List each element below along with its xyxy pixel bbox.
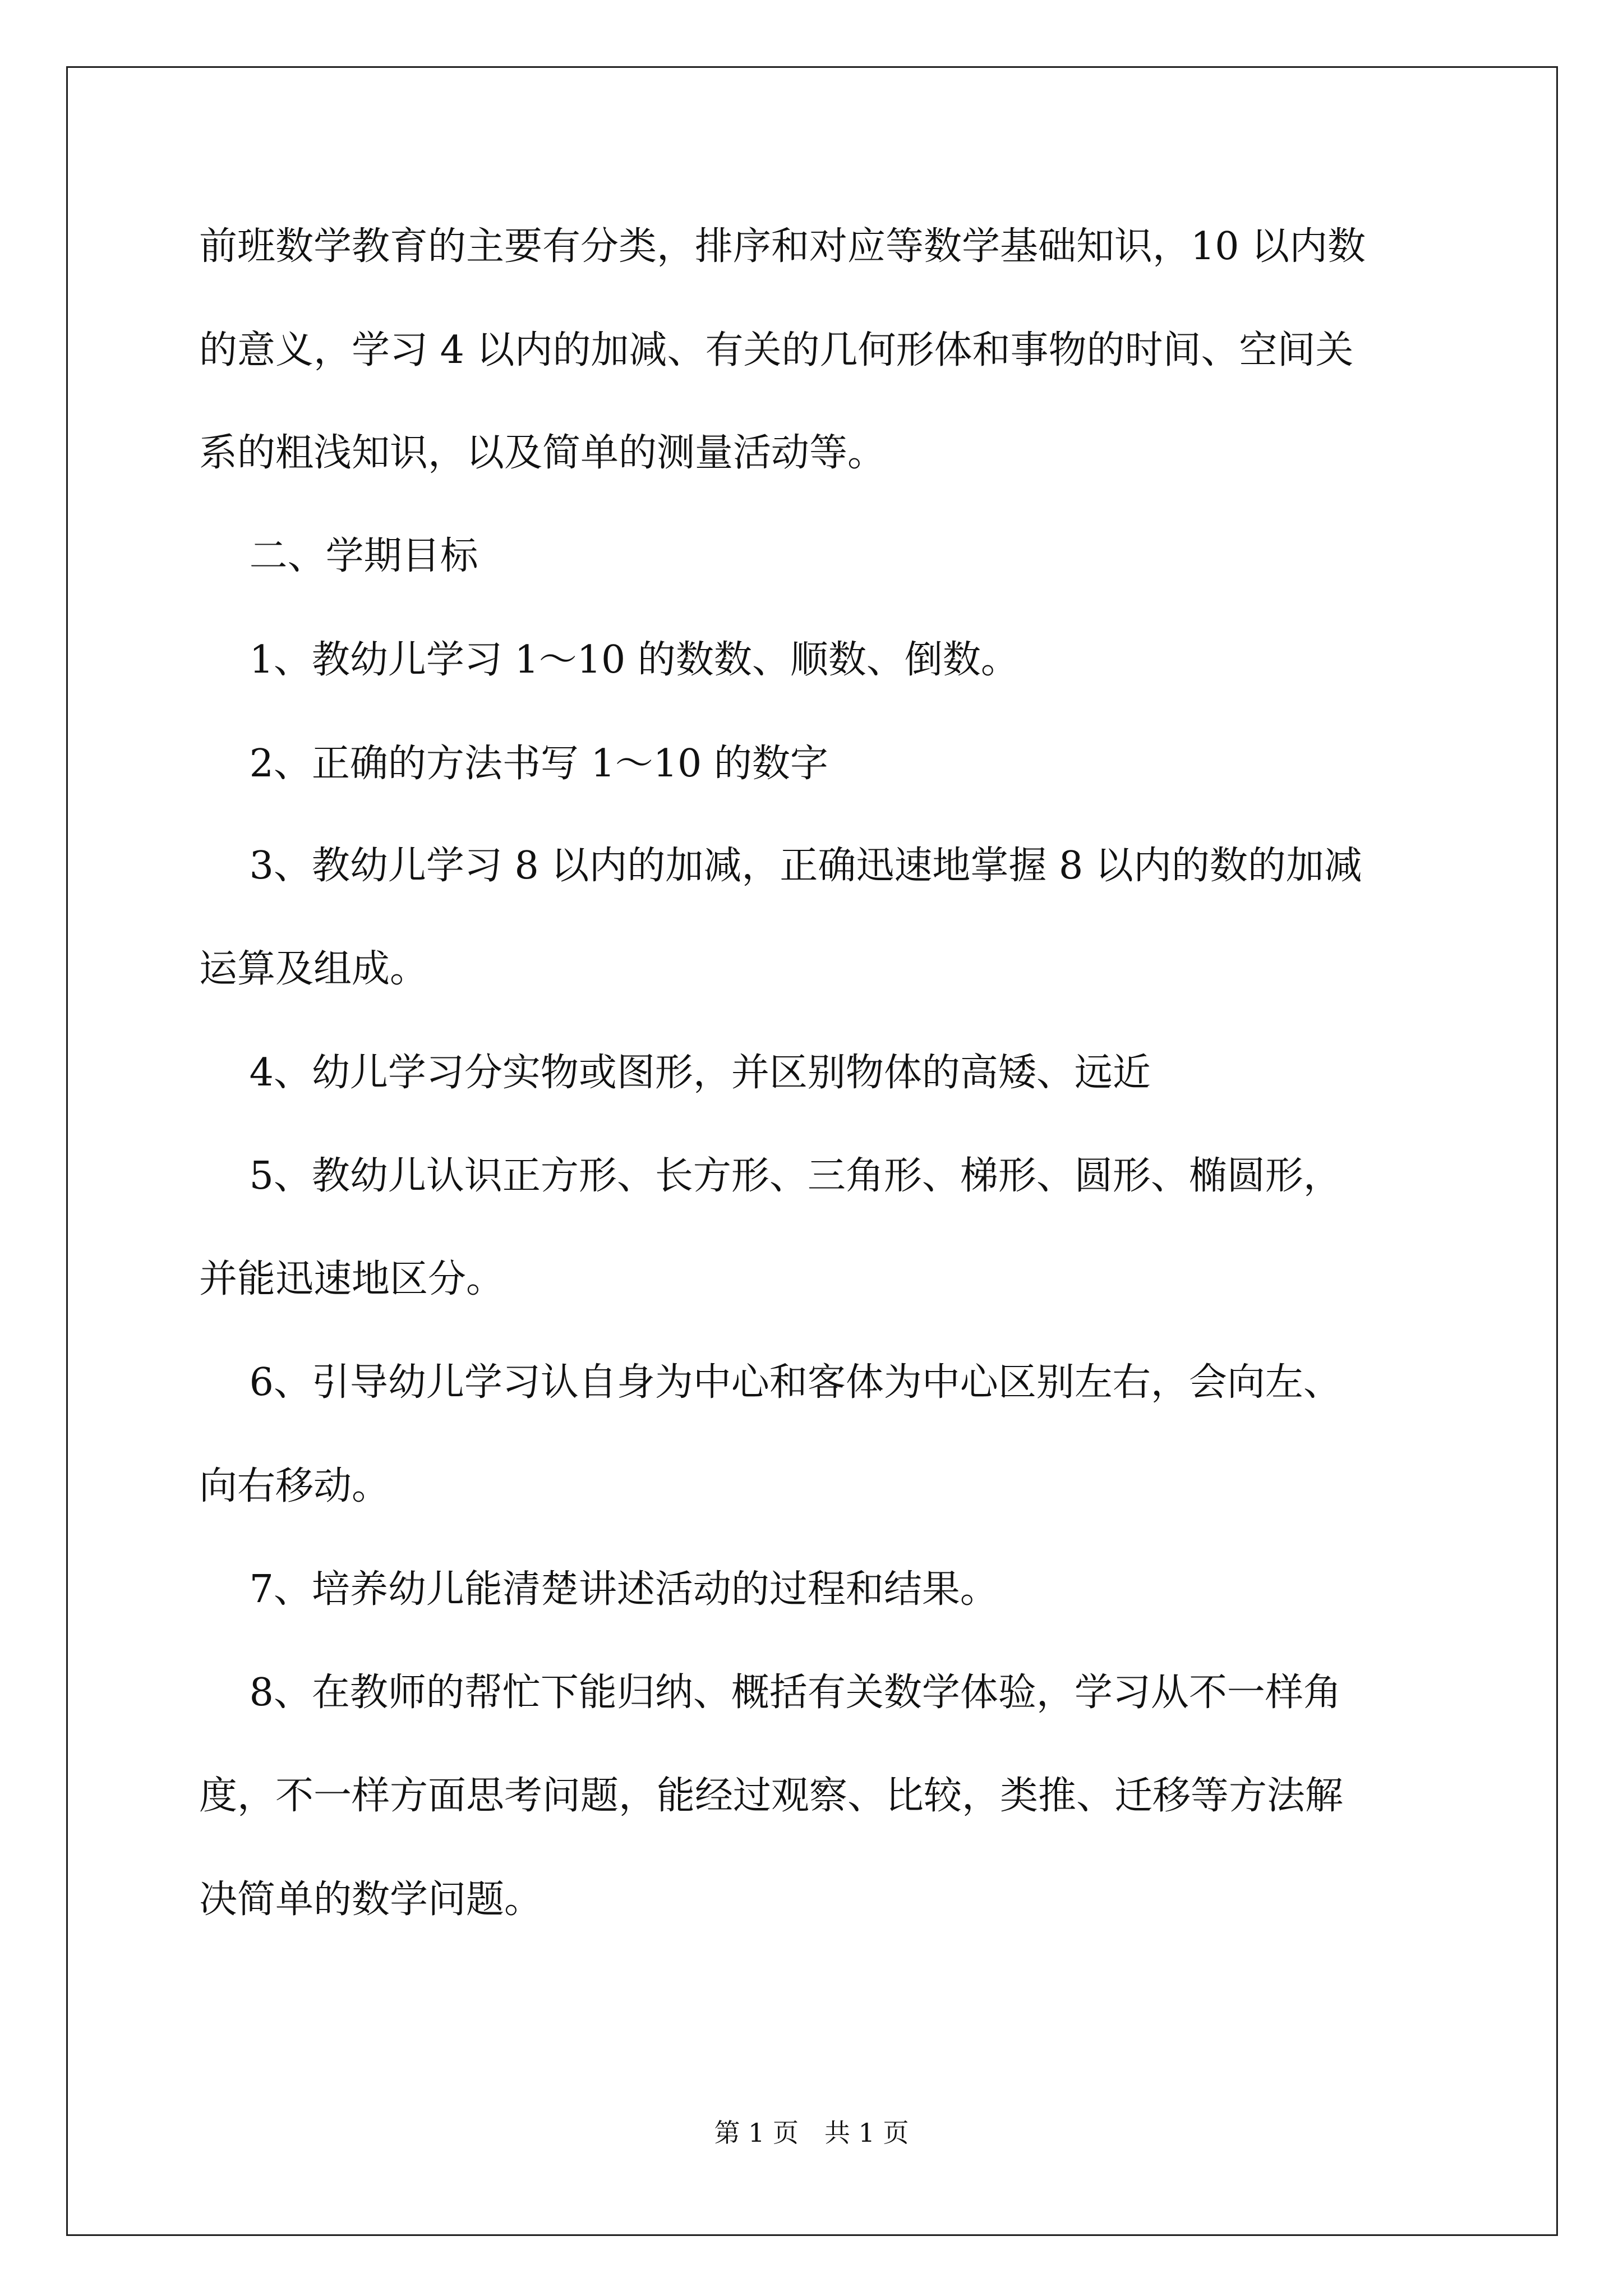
paragraph-line: 系的粗浅知识，以及简单的测量活动等。 <box>199 431 886 475</box>
list-item: 5、教幼儿认识正方形、长方形、三角形、梯形、圆形、椭圆形， <box>199 1154 1341 1198</box>
list-item-continuation: 决简单的数学问题。 <box>199 1878 543 1922</box>
list-item: 7、培养幼儿能清楚讲述活动的过程和结果。 <box>199 1567 998 1612</box>
list-item: 2、正确的方法书写 1～10 的数字 <box>199 742 828 786</box>
list-item: 8、在教师的帮忙下能归纳、概括有关数学体验，学习从不一样角 <box>199 1671 1341 1715</box>
paragraph-line: 前班数学教育的主要有分类，排序和对应等数学基础知识，10 以内数 <box>199 224 1366 269</box>
paragraph-line: 的意义，学习 4 以内的加减、有关的几何形体和事物的时间、空间关 <box>199 328 1354 372</box>
list-item: 4、幼儿学习分实物或图形，并区别物体的高矮、远近 <box>199 1051 1151 1095</box>
list-item-continuation: 度，不一样方面思考问题，能经过观察、比较，类推、迁移等方法解 <box>199 1774 1344 1818</box>
list-item: 3、教幼儿学习 8 以内的加减，正确迅速地掌握 8 以内的数的加减 <box>199 844 1362 888</box>
list-item-continuation: 向右移动。 <box>199 1464 390 1508</box>
list-item-continuation: 并能迅速地区分。 <box>199 1257 505 1301</box>
list-item-continuation: 运算及组成。 <box>199 947 428 991</box>
list-item: 6、引导幼儿学习认自身为中心和客体为中心区别左右，会向左、 <box>199 1360 1341 1405</box>
list-item: 1、教幼儿学习 1～10 的数数、顺数、倒数。 <box>199 638 1019 682</box>
page-number-footer: 第 1 页 共 1 页 <box>714 2118 909 2148</box>
section-heading: 二、学期目标 <box>199 534 478 578</box>
